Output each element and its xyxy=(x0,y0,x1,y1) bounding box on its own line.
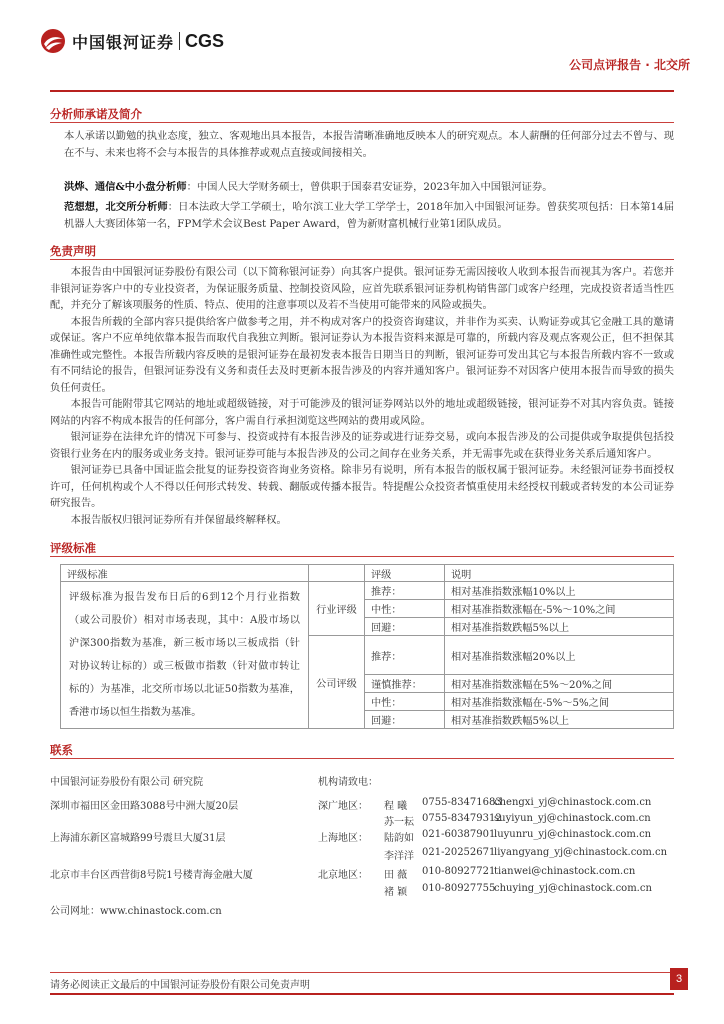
disclaimer-paragraph: 本报告版权归银河证券所有并保留最终解释权。 xyxy=(70,513,287,526)
rating-desc: 相对基准指数涨幅20%以上 xyxy=(445,636,674,675)
rating-desc: 相对基准指数涨幅10%以上 xyxy=(445,582,674,600)
contact-name: 苏一耘 xyxy=(384,817,414,828)
office-region: 深广地区： xyxy=(318,801,368,812)
rating-value: 中性： xyxy=(365,693,445,711)
company-website[interactable]: 公司网址：www.chinastock.com.cn xyxy=(50,906,222,917)
analyst-fanxiangxiang: 范想想，北交所分析师：日本法政大学工学硕士，哈尔滨工业大学工学学士，2018年加入中国银河证券。曾获奖项包括：日本第14届机器人大赛团体第一名，FPM学术会议Best Paper Award，曾为新财富机械行业第1团队成员。 xyxy=(64,201,674,230)
contact-phone: 021-20252671 xyxy=(422,847,496,858)
company-logo xyxy=(40,26,224,56)
contact-phone: 0755-83471683 xyxy=(422,797,502,808)
sales-label: 机构请致电： xyxy=(318,777,378,788)
contact-name: 田 薇 xyxy=(384,870,408,881)
logo-separator xyxy=(179,32,180,50)
contact-phone: 010-80927721 xyxy=(422,866,496,877)
rating-standard-text: 评级标准为报告发布日后的6到12个月行业指数（或公司股价）相对市场表现，其中：A股市场以沪深300指数为基准，新三板市场以三板成指（针对协议转让标的）或三板做市指数（针对做市转让标的）为基准，北交所市场以北证50指数为基准，香港市场以恒生指数为基准。 xyxy=(61,582,309,729)
contact-email[interactable]: liyangyang_yj@chinastock.com.cn xyxy=(494,847,668,858)
rating-value: 推荐： xyxy=(365,636,445,675)
analyst-name: 范想想，北交所分析师 xyxy=(64,201,168,213)
disclaimer-paragraph: 本报告由中国银河证券股份有限公司（以下简称银河证券）向其客户提供。银河证券无需因接收人收到本报告而视其为客户。若您并非银河证券客户中的专业投资者，为保证服务质量、控制投资风险，应首先联系银河证券机构销售部门或客户经理，完成投资者适当性匹配，并充分了解该项服务的性质、特点、使用的注意事项以及若不当使用可能带来的风险或损失。 xyxy=(50,266,674,311)
industry-rating-label: 行业评级 xyxy=(309,582,365,636)
contact-phone: 010-80927755 xyxy=(422,883,496,894)
rating-desc: 相对基准指数涨幅在-5%～5%之间 xyxy=(445,693,674,711)
rating-value: 回避： xyxy=(365,711,445,729)
contact-name: 陆韵如 xyxy=(384,833,414,844)
page-number: 3 xyxy=(670,968,688,990)
rating-table xyxy=(60,564,674,729)
office-address: 北京市丰台区西营街8号院1号楼青海金融大厦 xyxy=(50,870,253,881)
header-desc: 说明 xyxy=(445,565,674,582)
company-name-cn: 中国银河证券 xyxy=(72,32,175,52)
analyst-section-rule xyxy=(50,122,674,123)
disclaimer-body xyxy=(50,264,674,528)
rating-section-rule xyxy=(50,556,674,557)
contact-email[interactable]: tianwei@chinastock.com.cn xyxy=(494,866,636,877)
rating-desc: 相对基准指数跌幅5%以上 xyxy=(445,711,674,729)
disclaimer-section-title: 免责声明 xyxy=(50,244,96,258)
research-institute: 中国银河证券股份有限公司 研究院 xyxy=(50,777,204,788)
header-rule xyxy=(50,90,674,92)
contact-section-title: 联系 xyxy=(50,743,73,757)
rating-table-header xyxy=(61,565,674,582)
footer-bar xyxy=(50,993,674,995)
disclaimer-paragraph: 银河证券在法律允许的情况下可参与、投资或持有本报告涉及的证券或进行证券交易，或向本报告涉及的公司提供或争取提供包括投资银行业务在内的服务或业务支持。银河证券可能与本报告涉及的公司之间存在业务关系，并无需事先或在获得业务关系后通知客户。 xyxy=(50,431,674,460)
disclaimer-section-rule xyxy=(50,259,674,260)
header-standard: 评级标准 xyxy=(61,565,309,582)
rating-value: 回避： xyxy=(365,618,445,636)
company-rating-label: 公司评级 xyxy=(309,636,365,729)
analyst-bio: 日本法政大学工学硕士，哈尔滨工业大学工学学士，2018年加入中国银河证券。曾获奖项包括：日本第14届机器人大赛团体第一名，FPM学术会议Best Paper Award，曾为新财富机械行业第1团队成员。 xyxy=(64,201,674,230)
office-address: 深圳市福田区金田路3088号中洲大厦20层 xyxy=(50,801,239,812)
contact-section-rule xyxy=(50,758,674,759)
office-address: 上海浦东新区富城路99号震旦大厦31层 xyxy=(50,833,226,844)
rating-value: 中性： xyxy=(365,600,445,618)
contact-email[interactable]: luyunru_yj@chinastock.com.cn xyxy=(494,829,652,840)
disclaimer-paragraph: 本报告可能附带其它网站的地址或超级链接，对于可能涉及的银河证券网站以外的地址或超级链接，银河证券不对其内容负责。链接网站的内容不构成本报告的任何部分，客户需自行承担浏览这些网站的费用或风险。 xyxy=(50,398,674,427)
analyst-section-title: 分析师承诺及简介 xyxy=(50,107,142,121)
rating-desc: 相对基准指数涨幅在-5%～10%之间 xyxy=(445,600,674,618)
table-row xyxy=(61,582,674,600)
rating-desc: 相对基准指数涨幅在5%～20%之间 xyxy=(445,675,674,693)
analyst-bio: 中国人民大学财务硕士，曾供职于国泰君安证券，2023年加入中国银河证券。 xyxy=(196,181,553,193)
contact-phone: 0755-83479312 xyxy=(422,813,502,824)
office-region: 上海地区： xyxy=(318,833,368,844)
footer-disclaimer: 请务必阅读正文最后的中国银河证券股份有限公司免责声明 xyxy=(50,980,310,991)
disclaimer-paragraph: 银河证券已具备中国证监会批复的证券投资咨询业务资格。除非另有说明，所有本报告的版权属于银河证券。未经银河证券书面授权许可，任何机构或个人不得以任何形式转发、转载、翻版或传播本报告。特提醒公众投资者慎重使用未经授权刊载或者转发的本公司证券研究报告。 xyxy=(50,464,674,509)
rating-section-title: 评级标准 xyxy=(50,541,96,555)
disclaimer-paragraph: 本报告所载的全部内容只提供给客户做参考之用，并不构成对客户的投资咨询建议，并非作为买卖、认购证券或其它金融工具的邀请或保证。客户不应单纯依靠本报告而取代自我独立判断。银河证券认为本报告资料来源是可靠的，所载内容及观点客观公正，但不担保其准确性或完整性。本报告所载内容反映的是银河证券在最初发表本报告日期当日的判断，银河证券可发出其它与本报告所载内容不一致或有不同结论的报告，但银河证券没有义务和责任去及时更新本报告涉及的内容并通知客户。银河证券不对因客户使用本报告而导致的损失负任何责任。 xyxy=(50,315,674,394)
rating-value: 推荐： xyxy=(365,582,445,600)
footer-rule xyxy=(50,972,674,973)
contact-email[interactable]: chuying_yj@chinastock.com.cn xyxy=(494,883,652,894)
rating-desc: 相对基准指数跌幅5%以上 xyxy=(445,618,674,636)
contact-phone: 021-60387901 xyxy=(422,829,496,840)
contact-email[interactable]: suyiyun_yj@chinastock.com.cn xyxy=(494,813,651,824)
contact-email[interactable]: chengxi_yj@chinastock.com.cn xyxy=(494,797,652,808)
contact-name: 李洋洋 xyxy=(384,851,414,862)
header-category xyxy=(309,565,365,582)
analyst-hongye: 洪烨、通信&中小盘分析师：中国人民大学财务硕士，曾供职于国泰君安证券，2023年加入中国银河证券。 xyxy=(64,181,553,193)
rating-value: 谨慎推荐： xyxy=(365,675,445,693)
contact-name: 褚 颖 xyxy=(384,887,408,898)
company-name-en: CGS xyxy=(185,30,225,51)
analyst-statement: 本人承诺以勤勉的执业态度，独立、客观地出具本报告，本报告清晰准确地反映本人的研究观点。本人薪酬的任何部分过去不曾与、现在不与、未来也将不会与本报告的具体推荐或观点直接或间接相关。 xyxy=(64,130,674,159)
contact-name: 程 曦 xyxy=(384,801,408,812)
galaxy-logo-icon xyxy=(40,28,66,54)
analyst-name: 洪烨、通信&中小盘分析师 xyxy=(64,181,187,193)
office-region: 北京地区： xyxy=(318,870,368,881)
report-type: 公司点评报告 · 北交所 xyxy=(569,58,690,72)
page-header xyxy=(40,26,690,86)
header-rating: 评级 xyxy=(365,565,445,582)
